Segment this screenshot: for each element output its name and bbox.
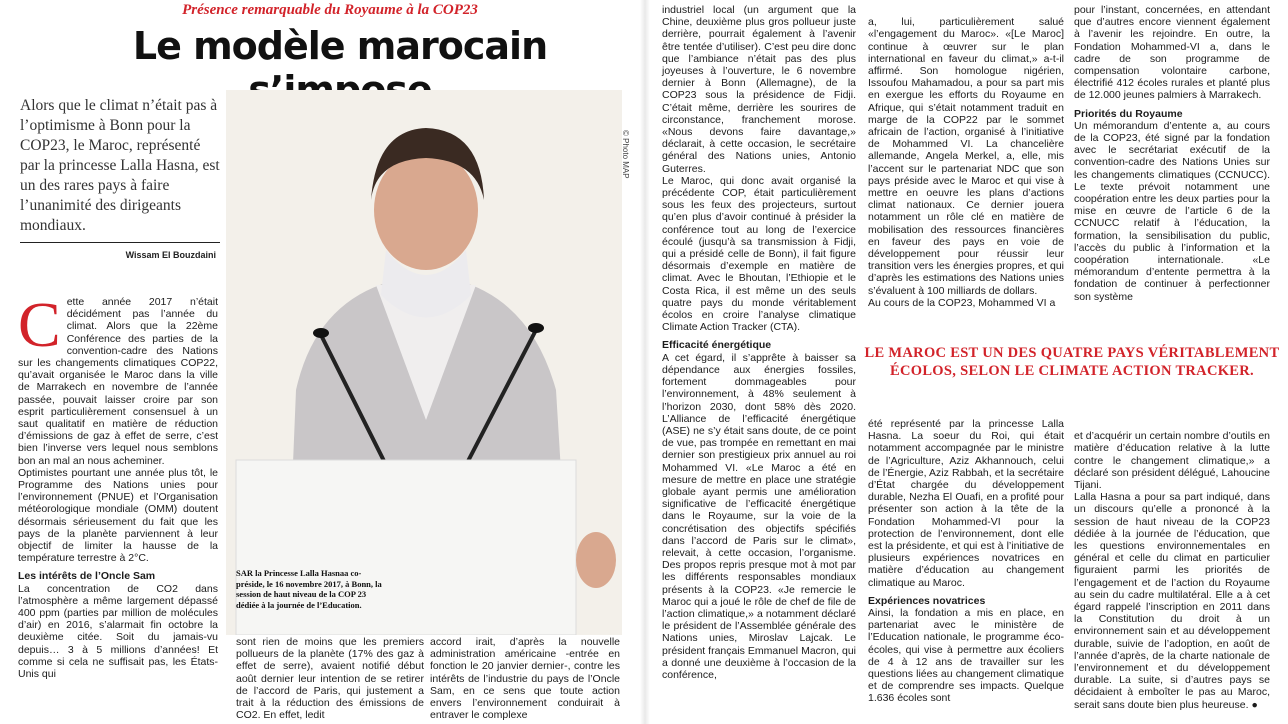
column-5-bottom: [868, 418, 1064, 705]
col4-paragraph-1: industriel local (un argument que la Chine, deuxième plus gros pollueur juste derrière, pourrait également à l’avenir être tentée d’utiliser). C’est peu dire donc que l’ambiance n’était pas des plus joyeuses à l’ouverture, le 6 novembre dernier à Bonn (Allemagne), de la COP23 sous la présidence de Fidji. C’était même, derrière les sourires de circonstance, franchement morose. «Nous devons faire davantage,» déclarait, à cette occasion, le secrétaire général des Nations unies, Antonio Guterres.: [662, 4, 856, 175]
page-gutter: [640, 0, 650, 724]
article-headline: Le modèle marocain: [132, 24, 548, 68]
col2-text: sont rien de moins que les premiers pollueurs de la planète (17% des gaz à effet de serre), avaient notifié début août dernier leur intention de se retirer de l’accord de Paris, qui justement a trait à la réduction des émissions de CO2. En effet, ledit: [236, 636, 424, 722]
col5-bottom-text: été représenté par la princesse Lalla Hasna. La soeur du Roi, qui était notamment accompagnée par le ministre de l’Agriculture, Aziz Akhannouch, celui de l’Énergie, Aziz Rabbah, et la secrétaire d’État chargée du développement durable, Nezha El Ouafi, en a profité pour présenter son action à la tête de la Fondation Mohammed-VI pour la protection de l’environnement, dont elle est la présidente, et qui est à l’initiative de plusieurs expériences novatrices en matière d’éducation au changement climatique au Maroc.: [868, 418, 1064, 589]
photo-credit: © Photo MAP: [621, 130, 630, 179]
col4-paragraph-3: A cet égard, il s’apprête à baisser sa dépendance aux énergies fossiles, fortement dommageables pour l’environnement, à 48% seulement à l’horizon 2030, dont 58% dès 2020. L’Alliance de l’efficacité énergétique (ASE) ne s’y était sans doute, de ce point de vue, pas trompée en remettant en mai dernier son prestigieux prix annuel au roi Mohammed VI. «Le Maroc a été en mesure de mettre en place une stratégie globale ayant permis une amélioration significative de l’efficacité énergétique dans le Royaume, sur la voie de la concrétisation des objectifs spécifiés dans l’accord de Paris sur le climat», relevait, à cette occasion, l’organisme. Des propos repris presque mot à mot par les différents responsables mondiaux présents à la COP23. «Je remercie le Maroc qui a joué le rôle de chef de file de l’action climatique,» a notamment déclaré le président de l’Assemblée générale des Nations unies, Miroslav Lajcak. Le président français Emmanuel Macron, qui a donné une deuxième à l’occasion de la conférence,: [662, 351, 856, 681]
pull-quote: LE MAROC EST UN DES QUATRE PAYS VÉRITABLEMENT ÉCOLOS, SELON LE CLIMATE ACTION TRACKER.: [864, 345, 1280, 379]
col6-paragraph-2: Un mémorandum d’entente a, au cours de la COP23, été signé par la fondation avec le secrétariat exécutif de la convention-cadre des Nations Unies sur les changements climatiques (CCNUCC). Le texte prévoit notamment une coopération entre les deux parties pour la mise en œuvre de l’article 6 de la CCNUCC relatif à l’éducation, la formation, la sensibilisation du public, l’accès du public à l’information et la coopération internationale. «Le mémorandum d’entente permettra à la fondation de continuer à perfectionner son système: [1074, 119, 1270, 303]
dropcap: C: [18, 289, 61, 360]
photo-caption: SAR la Princesse Lalla Hasnaa co-préside, le 16 novembre 2017, à Bonn, la session de haut niveau de la COP 23 dédiée à la journée de l’Education.: [236, 568, 382, 610]
col1-paragraph-2: Optimistes pourtant une année plus tôt, le Programme des Nations unies pour l’environnement (PNUE) et l’Organisation météorologique mondiale (OMM) doutent désormais sérieusement du fait que les pays de la planète parviennent à leur objectif de limiter la hausse de la température terrestre à 2°C.: [18, 466, 218, 565]
column-6-bottom: [1074, 418, 1270, 723]
photo-illustration: [226, 90, 622, 635]
col5-paragraph-2: Ainsi, la fondation a mis en place, en partenariat avec le ministère de l’Education nationale, le programme éco-écoles, qui vise à permettre aux écoliers de 4 à 12 ans de travailler sur les questions liées au changement climatique et de comprendre ses impacts. Quelque 1.636 écoles sont: [868, 607, 1064, 705]
col1-paragraph-3: La concentration de CO2 dans l’atmosphère a même largement dépassé 400 ppm (parties par million de molécules d’air) en 2016, s’alarmait fin octobre la deuxième citée. Soit du jamais-vu depuis… 3 à 5 millions d’années! Et comme si cela ne suffisait pas, les États-Unis qui: [18, 582, 218, 681]
article-chapeau: Alors que le climat n’était pas à l’optimisme à Bonn pour la COP23, le Maroc, représenté par la princesse Lalla Hasna, est un des rares pays à faire l’unanimité des dirigeants mondiaux.: [20, 97, 220, 234]
column-6-top: [1074, 4, 1270, 303]
col6-bottom-text: et d’acquérir un certain nombre d’outils en matière d’éducation relative à la lutte contre le changement climatique,» a déclaré son président délégué, Lahoucine Tijani. Lalla Hasna a pour sa part indiqué, dans un discours qu’elle a prononcé à la session de haut niveau de la COP23 dédiée à la journée de l’éducation, que les questions environnementales en général et celle du climat en particulier figuraient parmi les priorités de l’engagement et de l’action du Royaume au sein du cadre multilatéral. Elle a à cet égard rappelé l’inscription en 2011 dans la Constitution du droit à un environnement sain et au développement durable, suivie de l’adoption, en août de l’année d’après, de la charte nationale de l’environnement et du développement durable. La suite, si d’autres pays se décidaient à emboîter le pas au Maroc, serait sans doute bien plus heureuse. ●: [1074, 430, 1270, 711]
col1-subheading: Les intérêts de l’Oncle Sam: [18, 570, 156, 583]
article-kicker: Présence remarquable du Royaume à la COP23: [182, 2, 478, 18]
col6-subheading: Priorités du Royaume: [1074, 107, 1183, 120]
byline-rule: [20, 242, 220, 243]
column-3: [430, 636, 620, 721]
column-5-top: [868, 4, 1064, 321]
col5-top-text: a, lui, particulièrement salué «l’engagement du Maroc». «[Le Maroc] continue à œuvrer sur le plan international en faveur du climat,» a-t-il affirmé. Son homologue nigérien, Issoufou Mahamadou, a pour sa part mis en exergue les efforts du Royaume en Afrique, qui s’était notamment traduit en marge de la COP22 par le sommet africain de l’action, organisé à l’initiative de Mohammed VI. La chancelière allemande, Angela Merkel, a, elle, mis l’accent sur le partenariat NDC que son pays préside avec le Maroc et qui vise à mettre en oeuvre les plans d’actions climat nationaux. Ce dernier jouera notamment un rôle clé en matière de mobilisation des ressources financières en faveur des pays en voie de développement pour réussir leur transition vers les énergies propres, et qui d’après les estimations des Nations unies s’évaluent à 100 milliards de dollars. Au cours de la COP23, Mohammed VI a: [868, 16, 1064, 309]
column-1: [18, 289, 218, 681]
column-2: [236, 636, 424, 721]
col4-paragraph-2: Le Maroc, qui donc avait organisé la précédente COP, était particulièrement sous les feux des projecteurs, surtout qu’en plus d’avoir continué à présider la conférence tout au long de l’exercice écoulé (jusqu’à sa transmission à Fidji, qui a présidé celle de Bonn), il fait figure désormais d’exemple en matière de climat. Avec le Bhoutan, l’Ethiopie et le Costa Rica, il est même un des seuls quatre pays du monde véritablement écolos en croire l’analyse climatique Climate Action Tracker (CTA).: [662, 174, 856, 334]
col5-subheading: Expériences novatrices: [868, 594, 986, 607]
byline: Wissam El Bouzdaini: [125, 250, 216, 260]
column-4: [662, 4, 856, 681]
col6-top-text: pour l’instant, concernées, en attendant que d’autres encore viennent également à l’avenir les rejoindre. En outre, la Fondation Mohammed-VI a, dans le cadre de son programme de compensation volontaire carbone, électrifié 412 écoles rurales et planté plus de 12.000 jeunes palmiers à Marrakech.: [1074, 4, 1270, 102]
article-photo: [226, 90, 622, 635]
col3-text: accord irait, d’après la nouvelle administration américaine -entrée en fonction le 20 janvier dernier-, contre les intérêts de l’industrie du pays de l’Oncle Sam, en ce sens que toute action envers l’environnement conduirait à entraver le complexe: [430, 636, 620, 722]
col4-subheading: Efficacité énergétique: [662, 339, 772, 352]
col1-intro: ette année 2017 n’était décidément pas l’année du climat. Alors que la 22ème Conférence des parties de la convention-cadre des Nations sur les changements climatiques COP22, qu’avait organisée le Maroc dans la ville de Marrakech en novembre de l’année passée, pouvait laisser croire par son esprit particulièrement consensuel à un saut qualitatif en matière de réduction d’émissions de gaz à effet de serre, c’est bien l’inverse vers lequel nous semblons bon an mal an nous acheminer.: [18, 296, 218, 467]
